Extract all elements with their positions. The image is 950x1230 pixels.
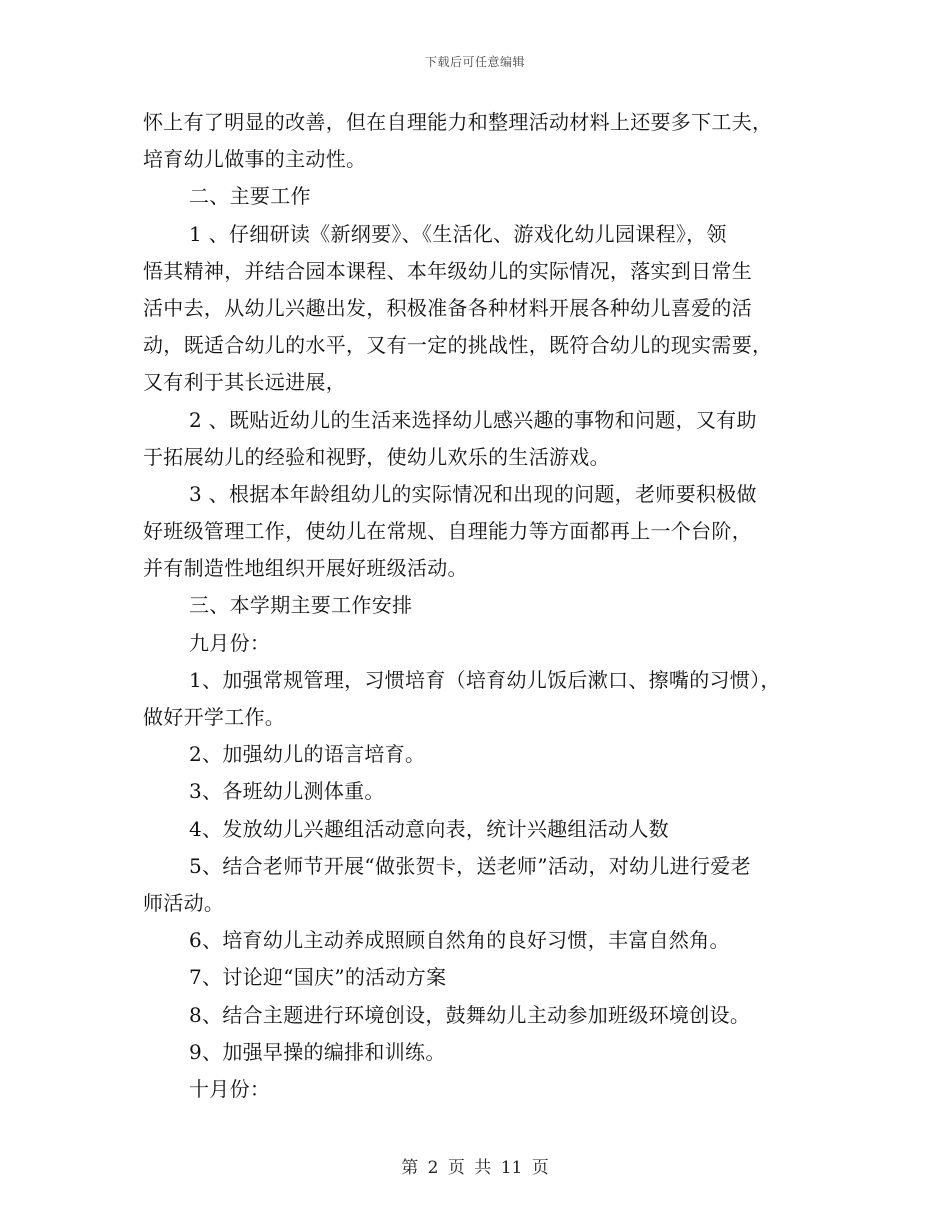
- text-line: 于拓展幼儿的经验和视野，使幼儿欢乐的生活游戏。: [143, 444, 610, 469]
- text-line: 7、讨论迎“国庆”的活动方案: [189, 965, 447, 990]
- text-line: 1、加强常规管理，习惯培育（培育幼儿饭后漱口、擦嘴的习惯），: [189, 667, 781, 692]
- text-line: 又有利于其长远进展，: [143, 370, 346, 395]
- page-footer: 第 2 页 共 11 页: [401, 1158, 549, 1178]
- text-line: 做好开学工作。: [143, 705, 286, 729]
- text-line: 9、加强早操的编排和训练。: [189, 1039, 446, 1064]
- text-line: 3 、根据本年龄组幼儿的实际情况和出现的问题，老师要积极做: [189, 481, 757, 506]
- text-line: 3、各班幼儿测体重。: [189, 779, 385, 804]
- text-line: 培育幼儿做事的主动性。: [143, 147, 367, 172]
- text-line: 8、结合主题进行环境创设，鼓舞幼儿主动参加班级环境创设。: [189, 1002, 751, 1027]
- text-line: 2 、既贴近幼儿的生活来选择幼儿感兴趣的事物和问题，又有助: [189, 407, 757, 432]
- text-line: 动，既适合幼儿的水平，又有一定的挑战性，既符合幼儿的现实需要，: [143, 333, 773, 358]
- text-line: 三、本学期主要工作安排: [189, 593, 413, 618]
- page-header: 下载后可任意编辑: [424, 55, 525, 69]
- text-line: 悟其精神，并结合园本课程、本年级幼儿的实际情况，落实到日常生: [143, 258, 752, 283]
- text-line: 并有制造性地组织开展好班级活动。: [143, 556, 468, 581]
- text-line: 2、加强幼儿的语言培育。: [189, 742, 426, 767]
- text-line: 活中去，从幼儿兴趣出发，积极准备各种材料开展各种幼儿喜爱的活: [143, 295, 752, 320]
- text-line: 九月份：: [189, 630, 271, 655]
- text-line: 6、培育幼儿主动养成照顾自然角的良好习惯，丰富自然角。: [189, 928, 730, 953]
- text-line: 二、主要工作: [189, 184, 311, 209]
- text-line: 5、结合老师节开展“做张贺卡，送老师”活动，对幼儿进行爱老: [189, 853, 751, 878]
- text-line: 4、发放幼儿兴趣组活动意向表，统计兴趣组活动人数: [189, 816, 669, 841]
- text-line: 师活动。: [143, 890, 225, 915]
- document-body: [143, 104, 815, 1108]
- text-line: 好班级管理工作，使幼儿在常规、自理能力等方面都再上一个台阶，: [143, 519, 752, 544]
- text-line: 1 、仔细研读《新纲要》、《生活化、游戏化幼儿园课程》，领: [189, 221, 727, 246]
- text-line: 怀上有了明显的改善，但在自理能力和整理活动材料上还要多下工夫，: [143, 110, 773, 134]
- text-line: 十月份：: [189, 1076, 271, 1101]
